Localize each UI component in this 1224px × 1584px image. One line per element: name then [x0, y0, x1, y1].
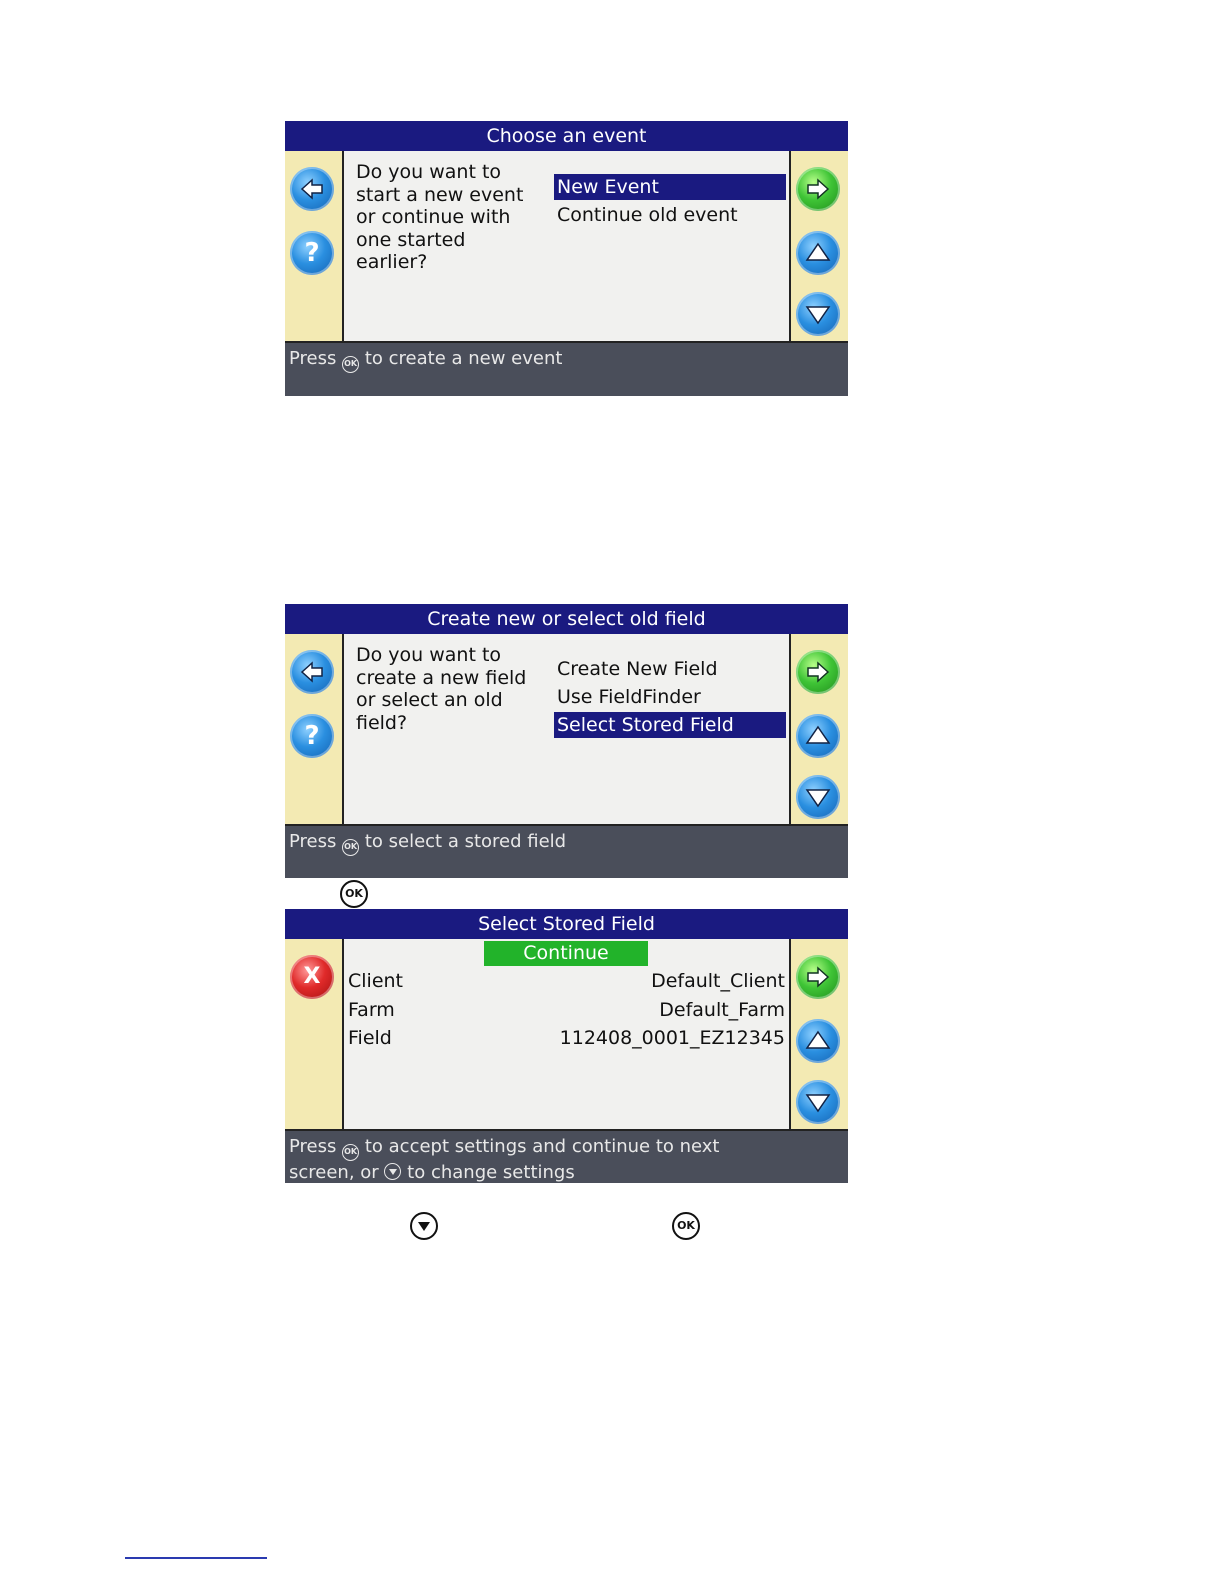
back-arrow-icon	[297, 657, 327, 687]
down-icon	[384, 1163, 401, 1180]
option-continue-old-event[interactable]: Continue old event	[557, 204, 738, 226]
ok-icon: OK	[342, 839, 359, 856]
content-area	[344, 634, 789, 824]
up-button[interactable]	[796, 1019, 840, 1063]
screen-title: Select Stored Field	[285, 909, 848, 939]
row-key: Field	[348, 1027, 392, 1049]
right-sidebar	[789, 634, 848, 824]
footer-text-before: screen, or	[289, 1162, 379, 1183]
choose-event-screen	[285, 121, 848, 396]
down-arrow-icon	[803, 1087, 833, 1117]
left-sidebar	[285, 634, 344, 824]
page-footer-link[interactable]	[125, 1557, 267, 1559]
footer-line-1	[289, 1135, 848, 1161]
option-create-new-field[interactable]: Create New Field	[557, 658, 718, 680]
screen-title: Choose an event	[285, 121, 848, 151]
create-or-select-field-screen	[285, 604, 848, 878]
down-arrow-icon	[803, 782, 833, 812]
settings-row-farm[interactable]	[348, 996, 785, 1024]
next-arrow-icon	[803, 174, 833, 204]
footer-text-after: to change settings	[407, 1162, 575, 1183]
left-sidebar	[285, 151, 344, 341]
down-arrow-icon	[803, 299, 833, 329]
next-arrow-icon	[803, 962, 833, 992]
row-value: Default_Client	[651, 970, 785, 992]
continue-button[interactable]: Continue	[484, 941, 648, 966]
option-new-event[interactable]: New Event	[554, 174, 786, 200]
option-select-stored-field[interactable]: Select Stored Field	[554, 712, 786, 738]
down-button[interactable]	[796, 1080, 840, 1124]
back-button[interactable]	[290, 650, 334, 694]
help-button[interactable]	[290, 231, 334, 275]
row-value: 112408_0001_EZ12345	[559, 1027, 785, 1049]
up-button[interactable]	[796, 231, 840, 275]
footer-line-2	[289, 1161, 848, 1184]
footer-text-before: Press	[289, 831, 337, 852]
down-button[interactable]	[796, 775, 840, 819]
next-button[interactable]	[796, 167, 840, 211]
settings-row-client[interactable]	[348, 967, 785, 995]
footer-text-after: to accept settings and continue to next	[364, 1136, 720, 1157]
footer-text-after: to select a stored field	[364, 831, 567, 852]
row-key: Farm	[348, 999, 395, 1021]
ok-button-icon: OK	[340, 880, 368, 908]
next-button[interactable]	[796, 650, 840, 694]
ok-icon: OK	[342, 1144, 359, 1161]
footer-text-before: Press	[289, 1136, 337, 1157]
settings-row-field[interactable]	[348, 1024, 785, 1052]
up-arrow-icon	[803, 238, 833, 268]
down-button[interactable]	[796, 292, 840, 336]
status-footer	[285, 1129, 848, 1183]
content-area	[344, 151, 789, 341]
next-button[interactable]	[796, 955, 840, 999]
down-button-icon	[410, 1212, 438, 1240]
status-footer	[285, 341, 848, 396]
ok-button-icon: OK	[672, 1212, 700, 1240]
row-value: Default_Farm	[659, 999, 785, 1021]
cancel-button[interactable]	[290, 955, 334, 999]
prompt-text: Do you want to create a new field or select an old field?	[356, 644, 527, 734]
right-sidebar	[789, 939, 848, 1129]
select-stored-field-screen	[285, 909, 848, 1183]
question-icon: ?	[304, 721, 320, 751]
option-use-fieldfinder[interactable]: Use FieldFinder	[557, 686, 701, 708]
ok-icon: OK	[342, 356, 359, 373]
footer-text-after: to create a new event	[364, 348, 563, 369]
back-button[interactable]	[290, 167, 334, 211]
right-sidebar	[789, 151, 848, 341]
content-area	[344, 939, 789, 1129]
footer-text-before: Press	[289, 348, 337, 369]
screen-title: Create new or select old field	[285, 604, 848, 634]
next-arrow-icon	[803, 657, 833, 687]
up-arrow-icon	[803, 721, 833, 751]
help-button[interactable]	[290, 714, 334, 758]
left-sidebar	[285, 939, 344, 1129]
prompt-text: Do you want to start a new event or continue with one started earlier?	[356, 161, 524, 273]
up-arrow-icon	[803, 1026, 833, 1056]
back-arrow-icon	[297, 174, 327, 204]
row-key: Client	[348, 970, 404, 992]
status-footer	[285, 824, 848, 878]
question-icon: ?	[304, 238, 320, 268]
up-button[interactable]	[796, 714, 840, 758]
close-icon: X	[303, 964, 321, 989]
